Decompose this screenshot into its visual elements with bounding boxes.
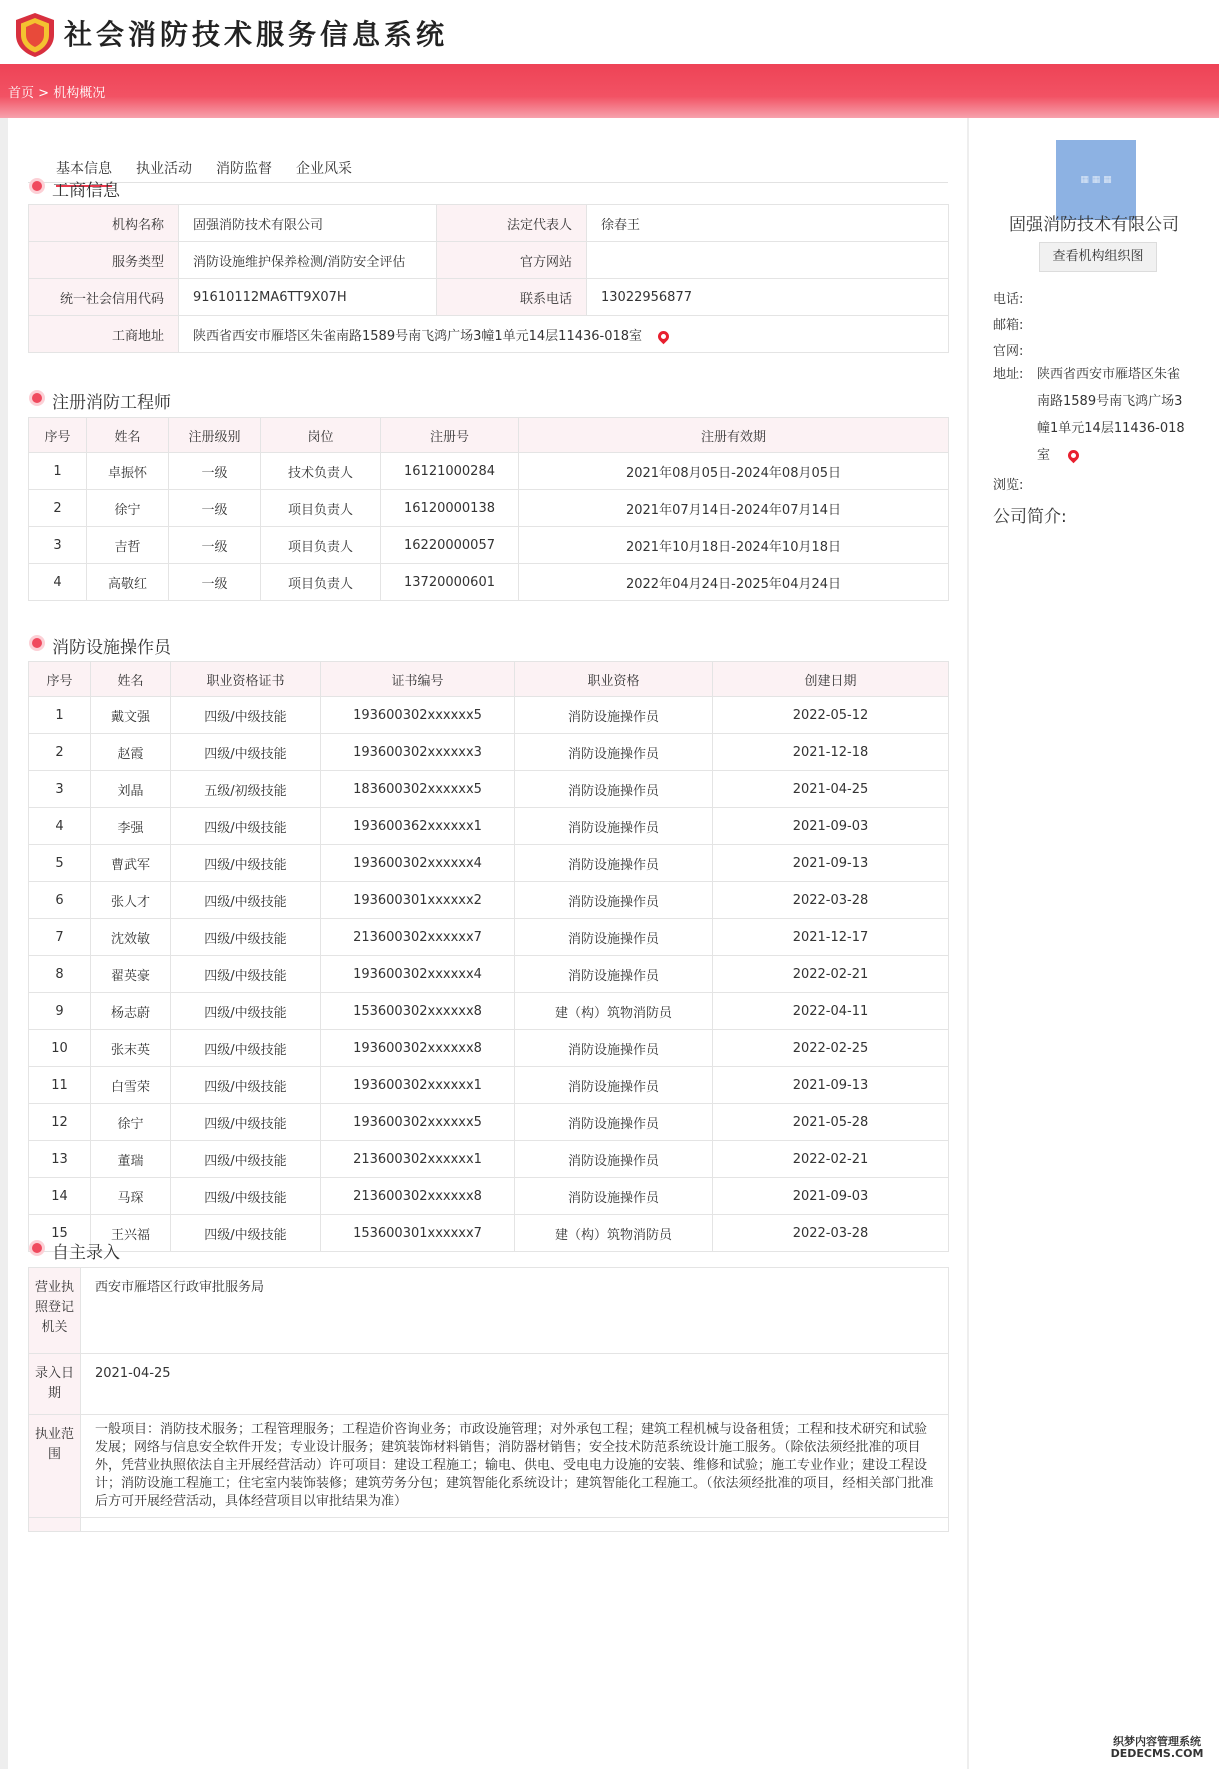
operator-row [29, 771, 949, 808]
self-entry-row [29, 1268, 949, 1354]
business-info-label: 法定代表人 [437, 205, 587, 242]
engineers-title: 注册消防工程师 [28, 388, 171, 413]
operator-row [29, 734, 949, 771]
email-label: 邮箱: [993, 318, 1024, 333]
table-cell: 四级/中级技能 [171, 1215, 321, 1252]
breadcrumb [8, 82, 105, 101]
business-info-row [29, 242, 949, 279]
address-value: 陕西省西安市雁塔区朱雀南路1589号南飞鸿广场3幢1单元14层11436-018室 [1037, 367, 1185, 463]
phone-label: 电话: [993, 292, 1024, 307]
business-info-table [28, 204, 949, 353]
business-info-label: 联系电话 [437, 279, 587, 316]
table-cell: 高敬红 [87, 564, 169, 601]
table-cell: 项目负责人 [261, 564, 381, 601]
operator-row [29, 956, 949, 993]
table-cell: 193600302xxxxxx5 [321, 697, 515, 734]
table-cell: 一级 [169, 490, 261, 527]
table-cell: 4 [29, 808, 91, 845]
table-cell: 徐宁 [87, 490, 169, 527]
table-cell: 183600302xxxxxx5 [321, 771, 515, 808]
self-entry-row [29, 1415, 949, 1518]
table-cell: 四级/中级技能 [171, 956, 321, 993]
table-cell: 项目负责人 [261, 527, 381, 564]
table-cell: 消防设施操作员 [515, 845, 713, 882]
table-cell: 8 [29, 956, 91, 993]
operators-table [28, 661, 949, 1252]
operator-row [29, 808, 949, 845]
self-entry-value: 2021-04-25 [81, 1354, 949, 1415]
table-cell: 戴文强 [91, 697, 171, 734]
table-cell: 2022-05-12 [713, 697, 949, 734]
table-cell: 四级/中级技能 [171, 808, 321, 845]
table-cell: 四级/中级技能 [171, 845, 321, 882]
table-cell: 四级/中级技能 [171, 1104, 321, 1141]
business-info-value: 徐春王 [587, 205, 949, 242]
table-cell: 2021-05-28 [713, 1104, 949, 1141]
column-header: 注册级别 [169, 418, 261, 453]
table-cell: 徐宁 [91, 1104, 171, 1141]
table-cell: 12 [29, 1104, 91, 1141]
table-cell: 李强 [91, 808, 171, 845]
table-cell: 3 [29, 527, 87, 564]
operators-header-row [29, 662, 949, 697]
table-cell: 四级/中级技能 [171, 882, 321, 919]
table-cell: 193600302xxxxxx8 [321, 1030, 515, 1067]
table-cell: 2022-03-28 [713, 1215, 949, 1252]
table-cell: 消防设施操作员 [515, 734, 713, 771]
breadcrumb-separator: > [38, 86, 50, 101]
business-address-cell [179, 316, 949, 353]
table-cell: 张人才 [91, 882, 171, 919]
tab-bar [28, 138, 948, 183]
table-cell: 卓振怀 [87, 453, 169, 490]
engineer-row [29, 490, 949, 527]
section-dot-icon [32, 181, 42, 191]
operator-row [29, 1030, 949, 1067]
engineer-row [29, 453, 949, 490]
map-pin-icon[interactable] [656, 328, 672, 344]
shield-logo-icon [13, 11, 57, 59]
table-cell: 王兴福 [91, 1215, 171, 1252]
table-cell: 消防设施操作员 [515, 1104, 713, 1141]
table-cell: 2021年08月05日-2024年08月05日 [519, 453, 949, 490]
company-sidebar [969, 118, 1219, 1769]
table-cell: 193600302xxxxxx4 [321, 956, 515, 993]
engineer-row [29, 564, 949, 601]
table-cell: 2021-09-03 [713, 808, 949, 845]
table-cell: 193600362xxxxxx1 [321, 808, 515, 845]
table-cell: 四级/中级技能 [171, 1030, 321, 1067]
business-info-label: 统一社会信用代码 [29, 279, 179, 316]
column-header: 序号 [29, 662, 91, 697]
company-intro-label: 公司简介: [993, 507, 1067, 527]
company-name: 固强消防技术有限公司 [1009, 215, 1179, 235]
address-value-wrap [1037, 361, 1187, 469]
operator-row [29, 697, 949, 734]
website-label: 官网: [993, 344, 1024, 359]
table-cell: 马琛 [91, 1178, 171, 1215]
table-cell: 16120000138 [381, 490, 519, 527]
address-label: 地址: [993, 367, 1024, 382]
table-cell: 14 [29, 1178, 91, 1215]
org-chart-button[interactable]: 查看机构组织图 [1039, 242, 1157, 272]
table-cell: 2021年10月18日-2024年10月18日 [519, 527, 949, 564]
operators-title: 消防设施操作员 [28, 633, 171, 658]
table-cell: 沈效敏 [91, 919, 171, 956]
watermark [1105, 1736, 1209, 1760]
table-cell: 吉哲 [87, 527, 169, 564]
column-header: 姓名 [87, 418, 169, 453]
operator-row [29, 919, 949, 956]
watermark-line1: 织梦内容管理系统 [1113, 1735, 1201, 1748]
table-cell: 2022-03-28 [713, 882, 949, 919]
column-header: 注册号 [381, 418, 519, 453]
business-address-label: 工商地址 [29, 316, 179, 353]
operator-row [29, 1178, 949, 1215]
views-label: 浏览: [993, 478, 1024, 493]
table-cell: 四级/中级技能 [171, 919, 321, 956]
table-cell: 技术负责人 [261, 453, 381, 490]
section-dot-icon [32, 393, 42, 403]
table-cell: 2022-04-11 [713, 993, 949, 1030]
table-cell: 2022-02-25 [713, 1030, 949, 1067]
table-cell: 一级 [169, 527, 261, 564]
table-cell: 13720000601 [381, 564, 519, 601]
table-cell: 193600302xxxxxx4 [321, 845, 515, 882]
table-cell: 2022年04月24日-2025年04月24日 [519, 564, 949, 601]
self-entry-label: 录入日期 [29, 1354, 81, 1415]
business-info-label: 官方网站 [437, 242, 587, 279]
table-cell: 消防设施操作员 [515, 697, 713, 734]
table-cell: 消防设施操作员 [515, 1141, 713, 1178]
table-cell: 项目负责人 [261, 490, 381, 527]
table-cell: 193600302xxxxxx1 [321, 1067, 515, 1104]
table-cell: 翟英豪 [91, 956, 171, 993]
self-entry-spacer [29, 1518, 81, 1532]
column-header: 证书编号 [321, 662, 515, 697]
table-cell: 建（构）筑物消防员 [515, 1215, 713, 1252]
table-cell: 2022-02-21 [713, 1141, 949, 1178]
section-dot-icon [32, 1243, 42, 1253]
business-info-row [29, 279, 949, 316]
table-cell: 一级 [169, 564, 261, 601]
operator-row [29, 1141, 949, 1178]
table-cell: 10 [29, 1030, 91, 1067]
table-cell: 2021-12-17 [713, 919, 949, 956]
banner [0, 64, 1219, 118]
tab-company-style[interactable]: 企业风采 [296, 161, 352, 177]
table-cell: 四级/中级技能 [171, 1141, 321, 1178]
business-info-value: 91610112MA6TT9X07H [179, 279, 437, 316]
table-cell: 四级/中级技能 [171, 697, 321, 734]
table-cell: 2 [29, 490, 87, 527]
self-entry-spacer-row [29, 1518, 949, 1532]
self-entry-label: 执业范围 [29, 1415, 81, 1518]
table-cell: 193600302xxxxxx3 [321, 734, 515, 771]
self-entry-label: 营业执照登记机关 [29, 1268, 81, 1354]
table-cell: 2021-09-13 [713, 845, 949, 882]
table-cell: 刘晶 [91, 771, 171, 808]
table-cell: 四级/中级技能 [171, 993, 321, 1030]
table-cell: 213600302xxxxxx7 [321, 919, 515, 956]
table-cell: 16121000284 [381, 453, 519, 490]
table-cell: 2021-04-25 [713, 771, 949, 808]
table-cell: 16220000057 [381, 527, 519, 564]
engineer-row [29, 527, 949, 564]
self-entry-value: 一般项目：消防技术服务；工程管理服务；工程造价咨询业务；市政设施管理；对外承包工程；建筑工程机械与设备租赁；工程和技术研究和试验发展；网络与信息安全软件开发；专业设计服务；建筑装饰材料销售；消防器材销售；安全技术防范系统设计施工服务。（除依法须经批准的项目外，凭营业执照依法自主开展经营活动）许可项目：建设工程施工；输电、供电、受电电力设施的安装、维修和试验；施工专业作业；建设工程设计；消防设施工程施工；住宅室内装饰装修；建筑劳务分包；建筑智能化系统设计；建筑智能化工程施工。（依法须经批准的项目，经相关部门批准后方可开展经营活动，具体经营项目以审批结果为准） [81, 1415, 949, 1518]
table-cell: 2021-09-03 [713, 1178, 949, 1215]
table-cell: 董瑞 [91, 1141, 171, 1178]
section-dot-icon [32, 638, 42, 648]
table-cell: 1 [29, 697, 91, 734]
table-cell: 曹武军 [91, 845, 171, 882]
table-cell: 193600302xxxxxx5 [321, 1104, 515, 1141]
business-info-label: 服务类型 [29, 242, 179, 279]
table-cell: 四级/中级技能 [171, 734, 321, 771]
table-cell: 2022-02-21 [713, 956, 949, 993]
business-info-value: 固强消防技术有限公司 [179, 205, 437, 242]
column-header: 序号 [29, 418, 87, 453]
business-info-label: 机构名称 [29, 205, 179, 242]
tab-basic-info[interactable]: 基本信息 [56, 158, 112, 187]
table-cell: 建（构）筑物消防员 [515, 993, 713, 1030]
self-entry-row [29, 1354, 949, 1415]
operator-row [29, 1067, 949, 1104]
table-cell: 2021-09-13 [713, 1067, 949, 1104]
main-panel [8, 118, 967, 1769]
table-cell: 193600301xxxxxx2 [321, 882, 515, 919]
self-entry-title: 自主录入 [28, 1238, 120, 1263]
column-header: 姓名 [91, 662, 171, 697]
breadcrumb-current: 机构概况 [53, 86, 106, 101]
column-header: 职业资格证书 [171, 662, 321, 697]
table-cell: 5 [29, 845, 91, 882]
tab-fire-supervision[interactable]: 消防监督 [216, 161, 272, 177]
table-cell: 4 [29, 564, 87, 601]
business-address-row [29, 316, 949, 353]
breadcrumb-home-link[interactable]: 首页 [8, 86, 35, 101]
table-cell: 杨志蔚 [91, 993, 171, 1030]
table-cell: 3 [29, 771, 91, 808]
table-cell: 13 [29, 1141, 91, 1178]
table-cell: 7 [29, 919, 91, 956]
company-logo-image: ▦ ▦ ▦ [1056, 140, 1136, 220]
table-cell: 赵霞 [91, 734, 171, 771]
column-header: 注册有效期 [519, 418, 949, 453]
table-cell: 213600302xxxxxx1 [321, 1141, 515, 1178]
operator-row [29, 882, 949, 919]
table-cell: 五级/初级技能 [171, 771, 321, 808]
table-cell: 白雪荣 [91, 1067, 171, 1104]
table-cell: 消防设施操作员 [515, 771, 713, 808]
table-cell: 2 [29, 734, 91, 771]
table-cell: 消防设施操作员 [515, 1030, 713, 1067]
site-title: 社会消防技术服务信息系统 [64, 18, 449, 51]
map-pin-icon[interactable] [1066, 448, 1082, 464]
tab-practice-activities[interactable]: 执业活动 [136, 161, 192, 177]
table-cell: 213600302xxxxxx8 [321, 1178, 515, 1215]
table-cell: 消防设施操作员 [515, 882, 713, 919]
table-cell: 四级/中级技能 [171, 1178, 321, 1215]
table-cell: 11 [29, 1067, 91, 1104]
watermark-line2: DEDECMS.COM [1110, 1747, 1204, 1760]
operator-row [29, 1104, 949, 1141]
table-cell: 15 [29, 1215, 91, 1252]
column-header: 创建日期 [713, 662, 949, 697]
operator-row [29, 1215, 949, 1252]
table-cell: 2021年07月14日-2024年07月14日 [519, 490, 949, 527]
table-cell: 9 [29, 993, 91, 1030]
operator-row [29, 993, 949, 1030]
operator-row [29, 845, 949, 882]
self-entry-spacer [81, 1518, 949, 1532]
engineers-table [28, 417, 949, 601]
business-info-value [587, 242, 949, 279]
table-cell: 消防设施操作员 [515, 1067, 713, 1104]
table-cell: 153600301xxxxxx7 [321, 1215, 515, 1252]
column-header: 岗位 [261, 418, 381, 453]
business-info-row [29, 205, 949, 242]
address-block [993, 361, 1203, 463]
column-header: 职业资格 [515, 662, 713, 697]
table-cell: 消防设施操作员 [515, 956, 713, 993]
table-cell: 张末英 [91, 1030, 171, 1067]
business-info-title: 工商信息 [28, 176, 120, 201]
table-cell: 一级 [169, 453, 261, 490]
table-cell: 2021-12-18 [713, 734, 949, 771]
table-cell: 四级/中级技能 [171, 1067, 321, 1104]
table-cell: 6 [29, 882, 91, 919]
table-cell: 消防设施操作员 [515, 808, 713, 845]
site-header [0, 0, 1219, 64]
table-cell: 消防设施操作员 [515, 1178, 713, 1215]
table-cell: 消防设施操作员 [515, 919, 713, 956]
table-cell: 153600302xxxxxx8 [321, 993, 515, 1030]
business-address-value: 陕西省西安市雁塔区朱雀南路1589号南飞鸿广场3幢1单元14层11436-018室 [193, 328, 643, 344]
self-entry-table [28, 1267, 949, 1532]
business-info-value: 13022956877 [587, 279, 949, 316]
self-entry-value: 西安市雁塔区行政审批服务局 [81, 1268, 949, 1354]
engineers-header-row [29, 418, 949, 453]
table-cell: 1 [29, 453, 87, 490]
business-info-value: 消防设施维护保养检测/消防安全评估 [179, 242, 437, 279]
